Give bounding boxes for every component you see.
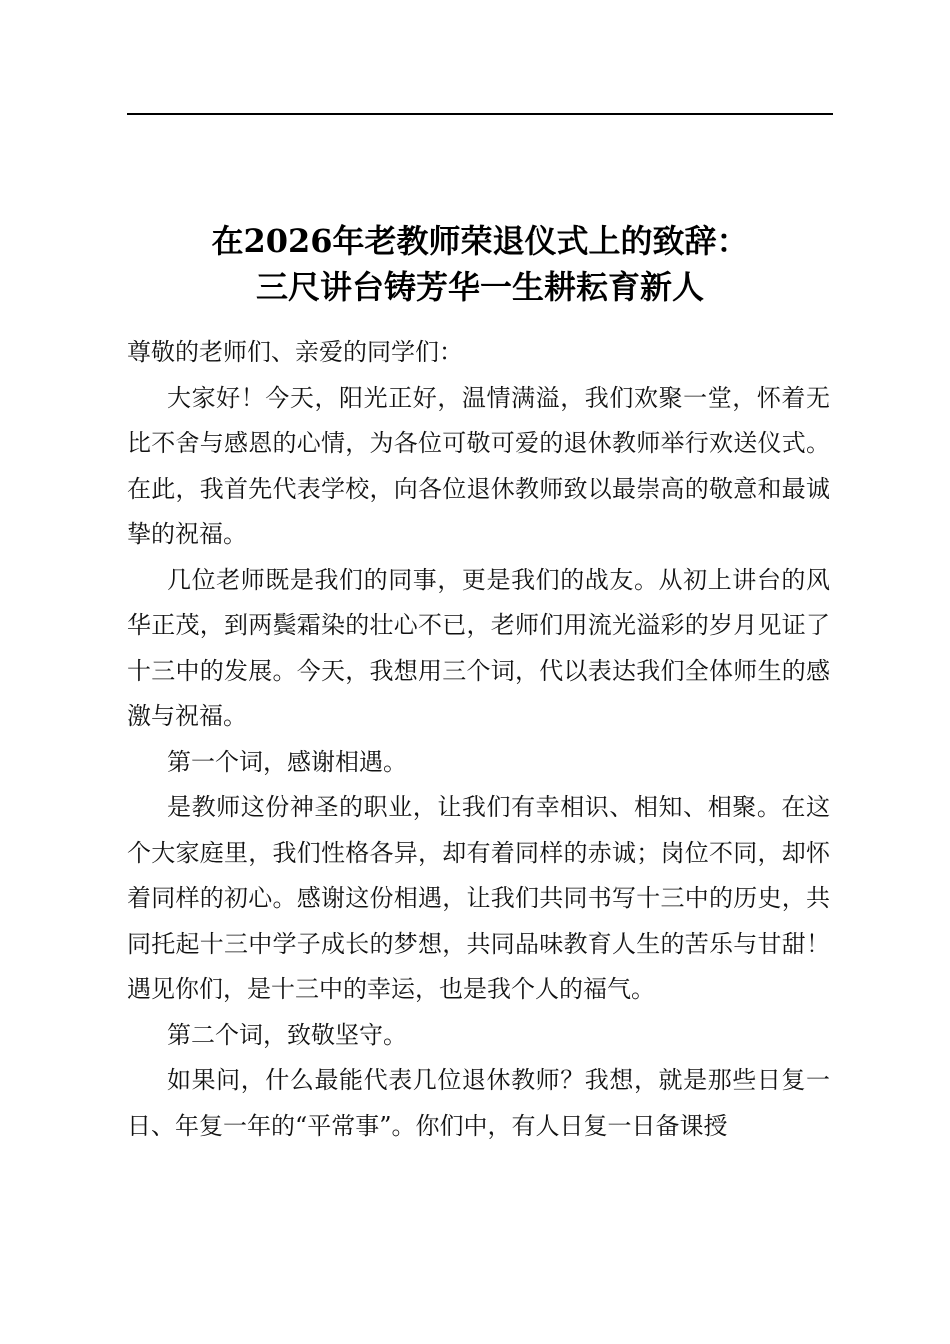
paragraph-1: 大家好！今天，阳光正好，温情满溢，我们欢聚一堂，怀着无比不舍与感恩的心情，为各位可敬可爱的退休教师举行欢送仪式。在此，我首先代表学校，向各位退休教师致以最崇高的敬意和最诚挚的祝福。 [127, 383, 830, 548]
document-title [127, 218, 833, 310]
header-rule [127, 113, 833, 115]
document-body [127, 330, 830, 1149]
title-line-2: 三尺讲台铸芳华一生耕耘育新人 [255, 268, 704, 306]
salutation: 尊敬的老师们、亲爱的同学们： [127, 338, 463, 366]
section-heading-1: 第一个词，感谢相遇。 [167, 747, 407, 776]
paragraph-3: 是教师这份神圣的职业，让我们有幸相识、相知、相聚。在这个大家庭里，我们性格各异，却有着同样的赤诚；岗位不同，却怀着同样的初心。感谢这份相遇，让我们共同书写十三中的历史，共同托起十三中学子成长的梦想，共同品味教育人生的苦乐与甘甜！遇见你们，是十三中的幸运，也是我个人的福气。 [127, 793, 830, 1003]
title-line-1: 在2026年老教师荣退仪式上的致辞： [211, 222, 749, 260]
paragraph-2: 几位老师既是我们的同事，更是我们的战友。从初上讲台的风华正茂，到两鬓霜染的壮心不已，老师们用流光溢彩的岁月见证了十三中的发展。今天，我想用三个词，代以表达我们全体师生的感激与祝福。 [127, 565, 830, 730]
section-heading-2: 第二个词，致敬坚守。 [167, 1020, 407, 1049]
paragraph-4: 如果问，什么最能代表几位退休教师？我想，就是那些日复一日、年复一年的“平常事”。你们中，有人日复一日备课授 [127, 1066, 830, 1140]
